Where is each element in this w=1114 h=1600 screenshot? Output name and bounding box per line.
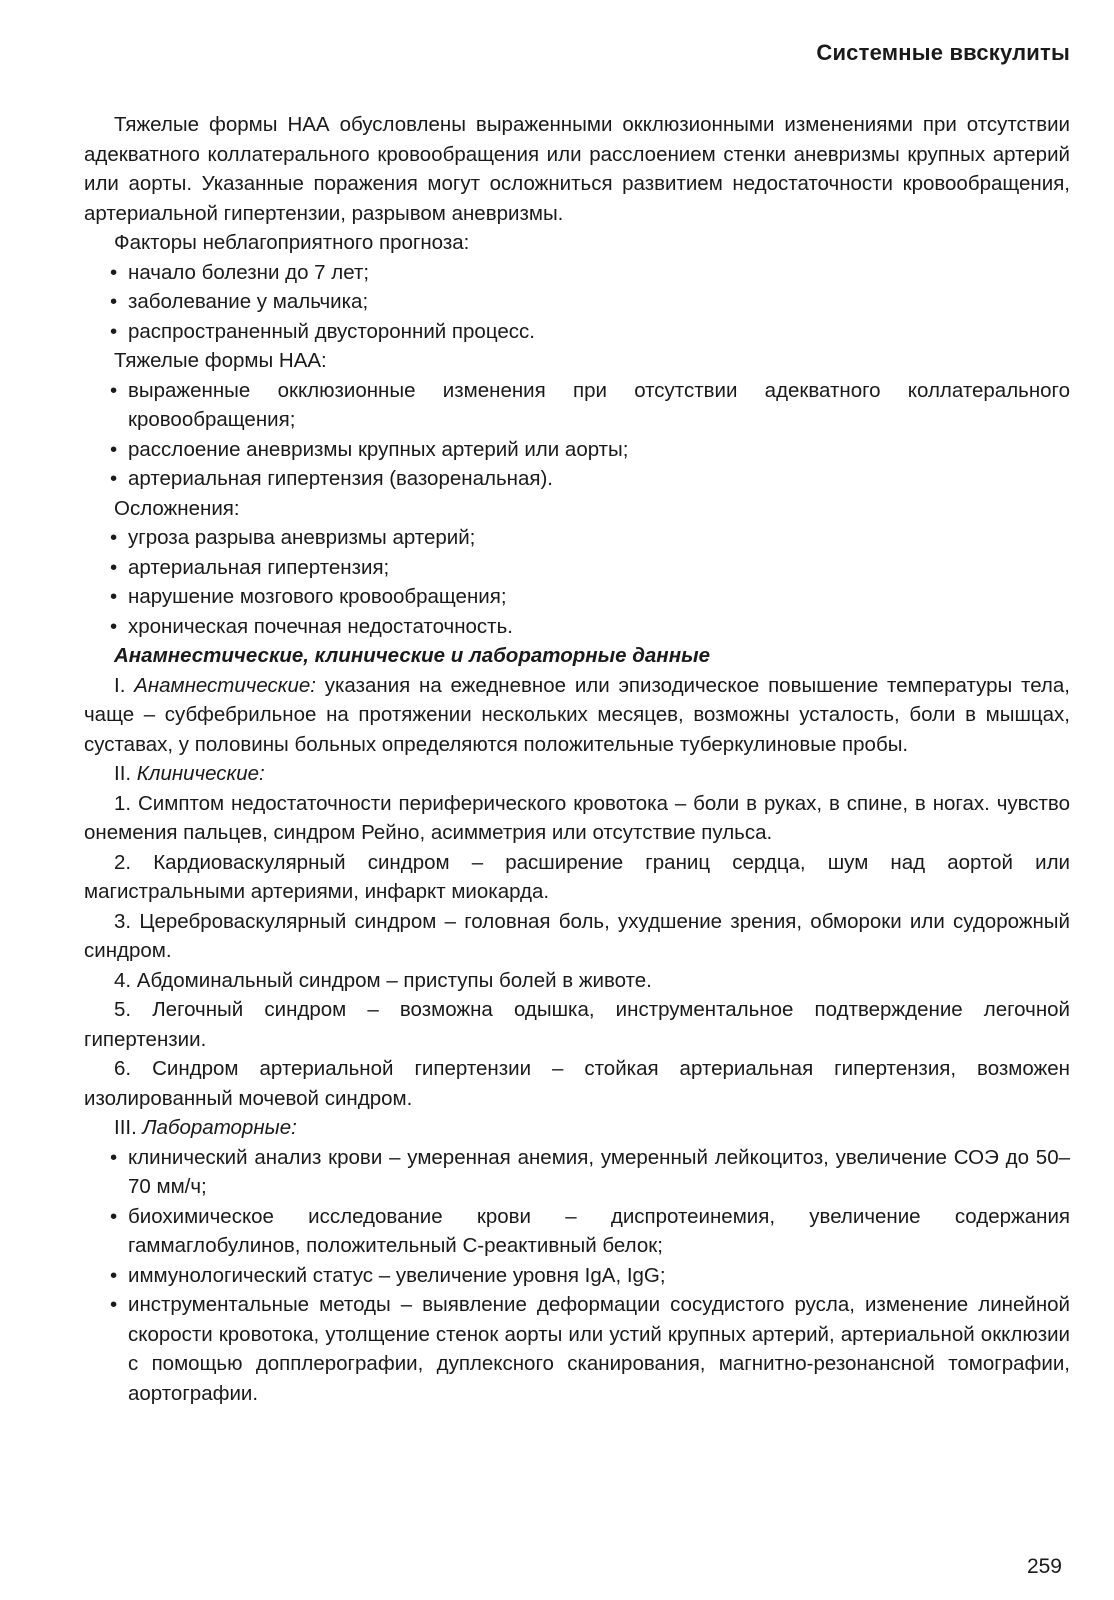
list-item: • артериальная гипертензия (вазоренальная). bbox=[128, 464, 1070, 494]
prognosis-list bbox=[84, 258, 1070, 347]
list-item: • расслоение аневризмы крупных артерий или аорты; bbox=[128, 435, 1070, 465]
anamnestic-number: I. bbox=[114, 673, 126, 697]
intro-paragraph: Тяжелые формы НАА обусловлены выраженными окклюзионными изменениями при отсутствии адекватного коллатерального кровообращения или расслоением стенки аневризмы крупных артерий или аорты. Указанные поражения могут осложниться развитием недостаточности кровообращения, артериальной гипертензии, разрывом аневризмы. bbox=[84, 113, 1070, 225]
clinical-number: II. bbox=[114, 762, 132, 785]
laboratory-list bbox=[84, 1143, 1070, 1409]
list-item: • распространенный двусторонний процесс. bbox=[128, 317, 1070, 347]
clinical-heading bbox=[84, 759, 1070, 789]
clinical-item: 5. Легочный синдром – возможна одышка, инструментальное подтверждение легочной гипертензии. bbox=[84, 998, 1070, 1051]
anamnestic-title: Анамнестические: bbox=[134, 673, 316, 697]
list-item: • выраженные окклюзионные изменения при отсутствии адекватного коллатерального кровообращения; bbox=[128, 376, 1070, 435]
list-item: • клинический анализ крови – умеренная анемия, умеренный лейкоцитоз, увеличение СОЭ до 50–70 мм/ч; bbox=[128, 1143, 1070, 1202]
severe-forms-list bbox=[84, 376, 1070, 494]
page-number: 259 bbox=[1026, 1555, 1062, 1578]
list-item: • угроза разрыва аневризмы артерий; bbox=[128, 523, 1070, 553]
anamnestic-paragraph bbox=[84, 671, 1070, 760]
list-item: • заболевание у мальчика; bbox=[128, 287, 1070, 317]
laboratory-title: Лабораторные: bbox=[142, 1116, 297, 1139]
list-item: • нарушение мозгового кровообращения; bbox=[128, 582, 1070, 612]
list-item: • артериальная гипертензия; bbox=[128, 553, 1070, 583]
laboratory-heading bbox=[84, 1113, 1070, 1143]
list-item: • начало болезни до 7 лет; bbox=[128, 258, 1070, 288]
list-item: • хроническая почечная недостаточность. bbox=[128, 612, 1070, 642]
list-item: • инструментальные методы – выявление деформации сосудистого русла, изменение линейной скорости кровотока, утолщение стенок аорты или устий крупных артерий, артериальной окклюзии с помощью допплерографии, дуплексного сканирования, магнитно-резонансной томографии, аортографии. bbox=[128, 1290, 1070, 1408]
running-head: Системные ввскулиты bbox=[816, 40, 1070, 65]
clinical-item: 3. Цереброваскулярный синдром – головная боль, ухудшение зрения, обмороки или судорожный синдром. bbox=[84, 909, 1070, 962]
clinical-item: 2. Кардиоваскулярный синдром – расширение границ сердца, шум над аортой или магистральными артериями, инфаркт миокарда. bbox=[84, 850, 1070, 903]
list-item: • биохимическое исследование крови – диспротеинемия, увеличение содержания гаммаглобулинов, положительный С-реактивный белок; bbox=[128, 1202, 1070, 1261]
laboratory-number: III. bbox=[114, 1116, 137, 1139]
complications-list bbox=[84, 523, 1070, 641]
page-body bbox=[84, 110, 1070, 1408]
section-heading: Анамнестические, клинические и лабораторные данные bbox=[114, 644, 710, 667]
clinical-item: 6. Синдром артериальной гипертензии – стойкая артериальная гипертензия, возможен изолированный мочевой синдром. bbox=[84, 1057, 1070, 1110]
clinical-item: 1. Симптом недостаточности периферического кровотока – боли в руках, в спине, в ногах. чувство онемения пальцев, синдром Рейно, асимметрия или отсутствие пульса. bbox=[84, 791, 1070, 844]
clinical-title: Клинические: bbox=[136, 762, 265, 785]
severe-forms-label: Тяжелые формы НАА: bbox=[114, 349, 327, 372]
clinical-item: 4. Абдоминальный синдром – приступы болей в животе. bbox=[114, 968, 652, 992]
prognosis-label: Факторы неблагоприятного прогноза: bbox=[114, 231, 470, 254]
complications-label: Осложнения: bbox=[114, 496, 240, 520]
list-item: • иммунологический статус – увеличение уровня IgA, IgG; bbox=[128, 1261, 1070, 1291]
anamnestic-text: указания на ежедневное или эпизодическое повышение температуры тела, чаще – субфебрильное на протяжении нескольких месяцев, возможны усталость, боли в мышцах, суставах, у половины больных определяются положительные туберкулиновые пробы. bbox=[84, 673, 1070, 756]
